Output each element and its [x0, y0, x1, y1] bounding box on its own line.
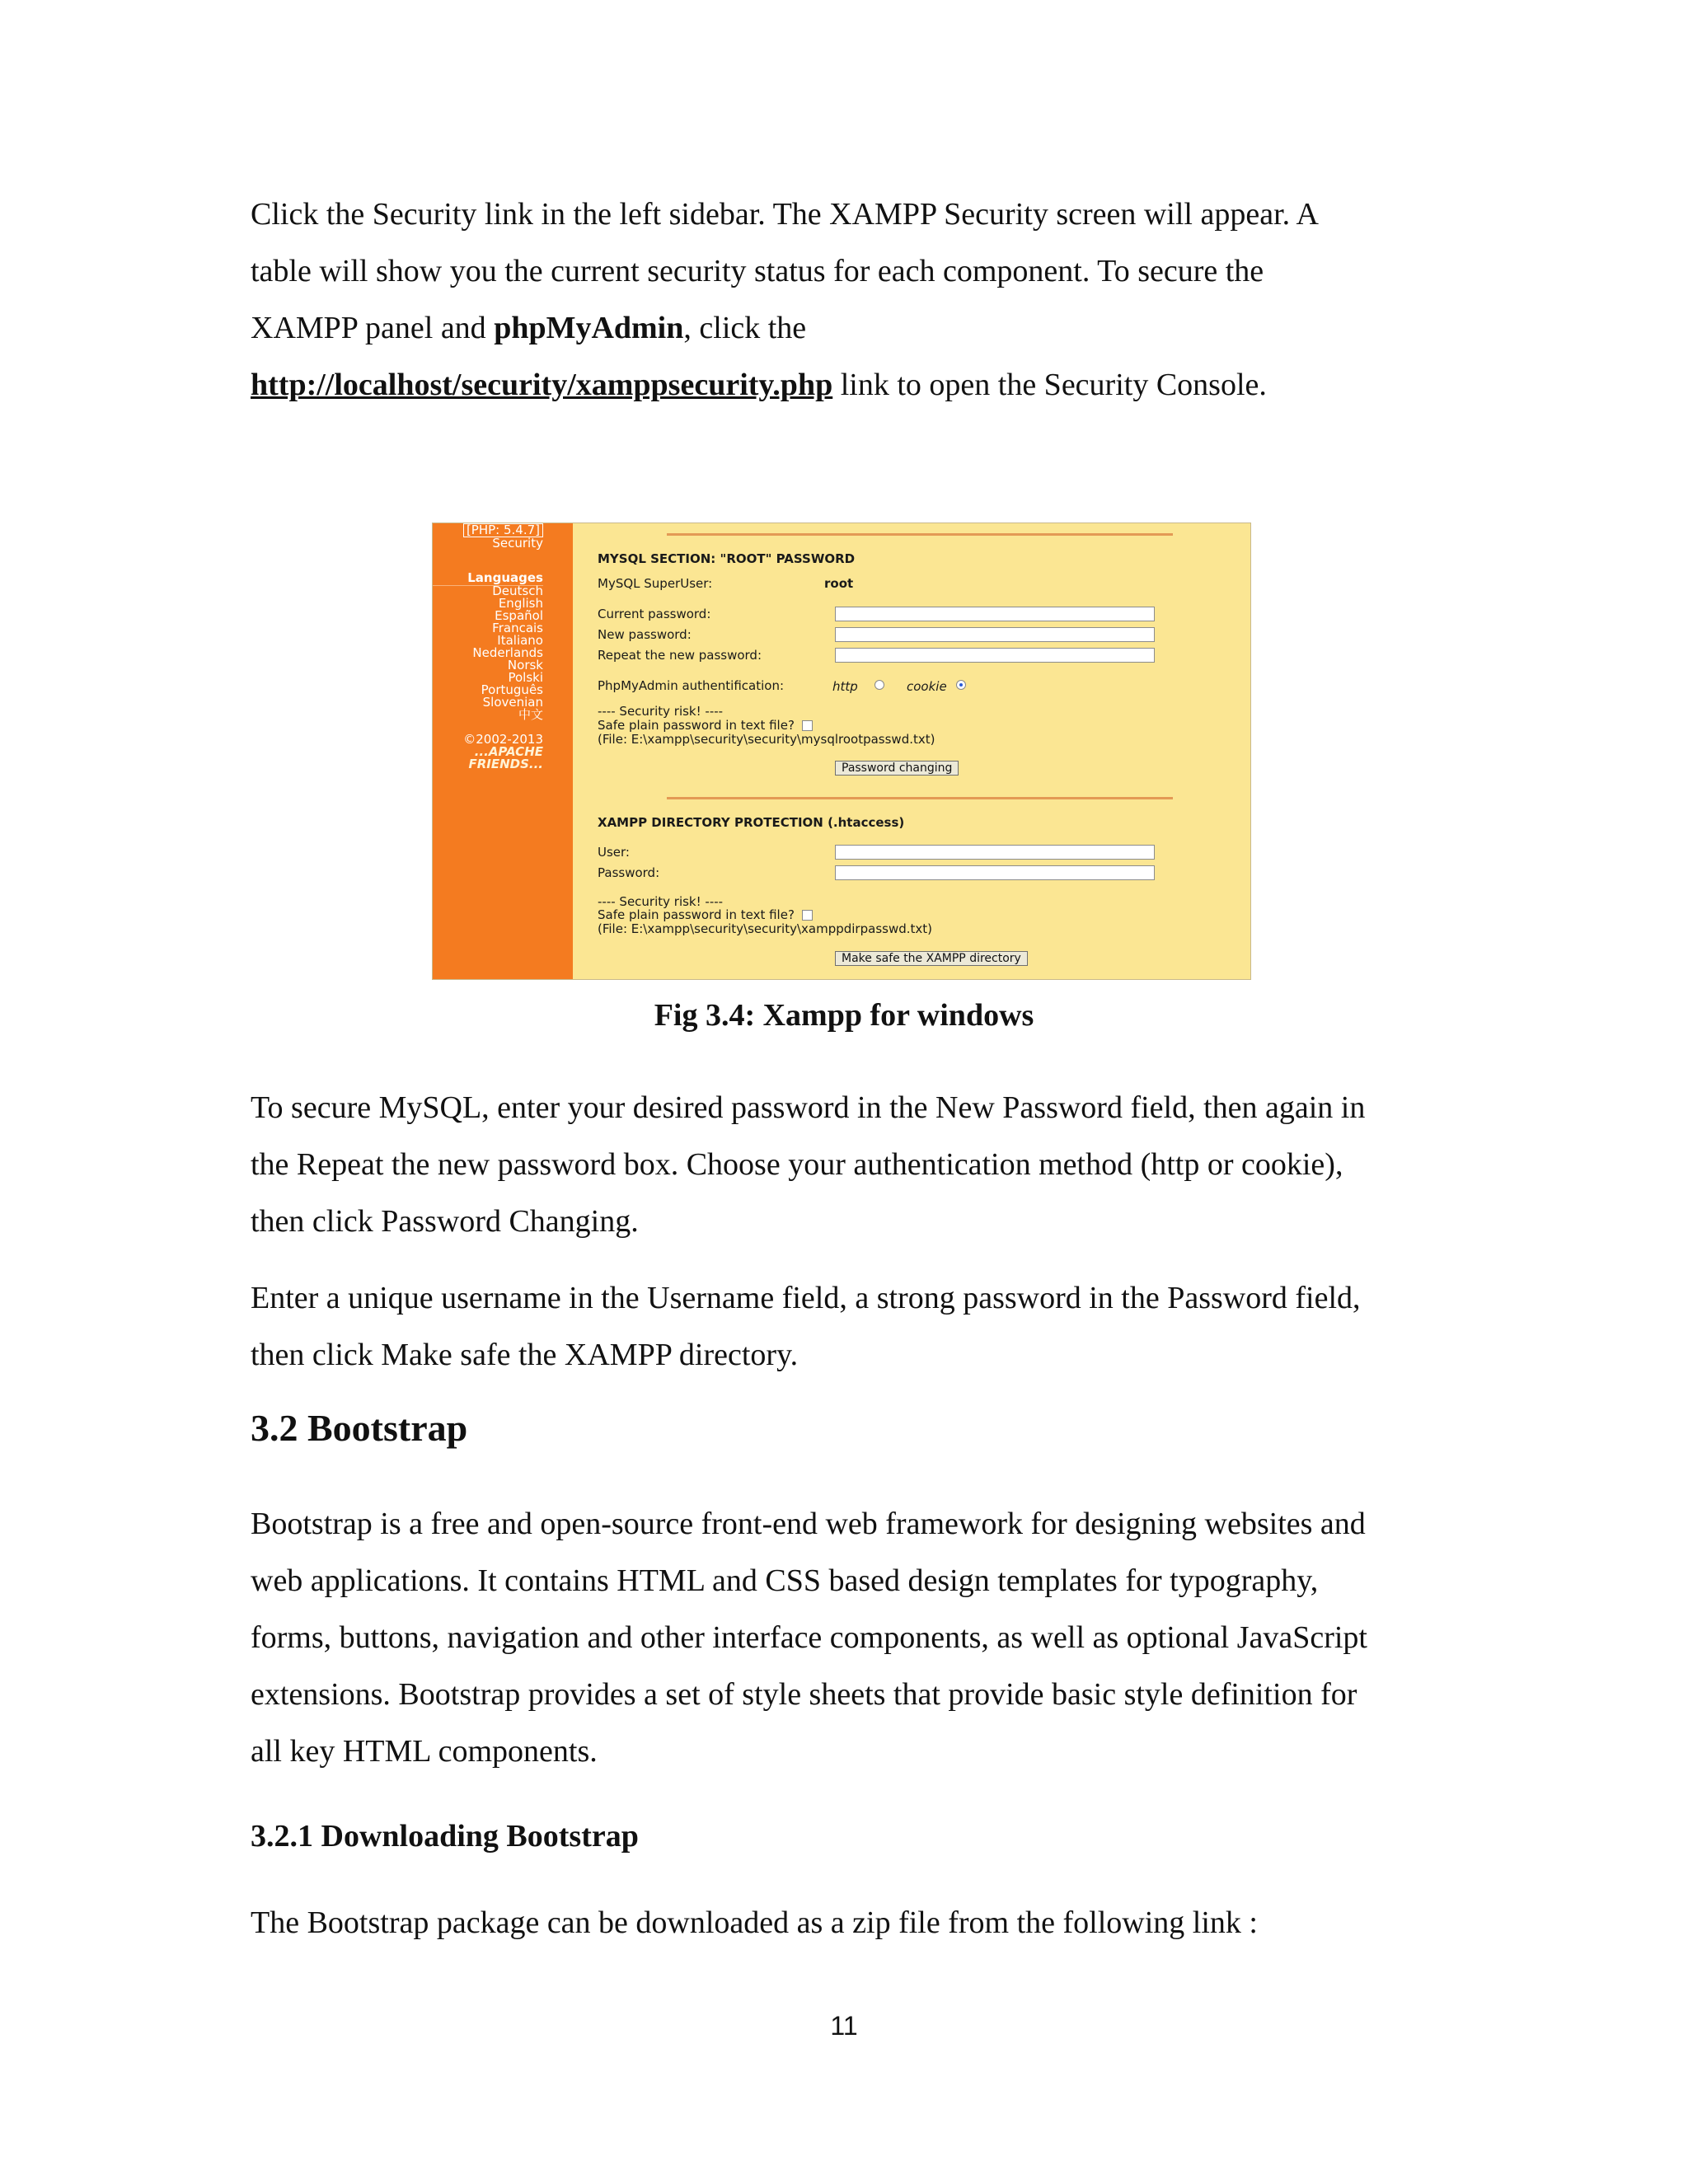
paragraph-line: Bootstrap is a free and open-source front-end web framework for designing websites and	[251, 1507, 1366, 1541]
user-label: User:	[598, 845, 630, 860]
new-password-label: New password:	[598, 627, 692, 642]
xampp-security-screenshot	[432, 523, 1251, 980]
make-safe-directory-button[interactable]: Make safe the XAMPP directory	[835, 951, 1028, 966]
security-risk-text: ---- Security risk! ----	[598, 894, 724, 909]
xampp-security-form	[573, 523, 1250, 979]
file-path-text: (File: E:\xampp\security\security\mysqlrootpasswd.txt)	[598, 732, 935, 747]
security-console-link[interactable]: http://localhost/security/xamppsecurity.php	[251, 368, 833, 402]
language-link[interactable]: Español	[495, 608, 543, 623]
paragraph-line: all key HTML components.	[251, 1734, 598, 1769]
figure-caption: Fig 3.4: Xampp for windows	[654, 998, 1034, 1033]
security-risk-text: ---- Security risk! ----	[598, 704, 724, 719]
safe-plain-checkbox[interactable]	[802, 910, 813, 921]
language-link[interactable]: Nederlands	[472, 645, 543, 660]
language-link[interactable]: Norsk	[507, 658, 543, 673]
intro-line3-prefix: XAMPP panel and	[251, 311, 495, 345]
user-input[interactable]	[835, 845, 1155, 860]
subsection-heading-downloading: 3.2.1 Downloading Bootstrap	[251, 1819, 639, 1854]
apache-friends-link[interactable]: ...APACHE	[474, 744, 543, 759]
language-link[interactable]: English	[498, 596, 543, 611]
intro-line: Click the Security link in the left sidebar. The XAMPP Security screen will appear. A	[251, 197, 1319, 232]
intro-paragraph	[251, 186, 1454, 414]
section-divider	[667, 797, 1173, 799]
new-password-input[interactable]	[835, 627, 1155, 642]
language-link[interactable]: Deutsch	[492, 583, 543, 598]
safe-plain-label: Safe plain password in text file?	[598, 907, 795, 922]
section-divider	[667, 533, 1173, 536]
mysql-section-title: MYSQL SECTION: "ROOT" PASSWORD	[598, 551, 856, 566]
bootstrap-description-paragraph	[251, 1496, 1454, 1780]
language-link[interactable]: Polski	[508, 670, 543, 685]
xampp-section-title: XAMPP DIRECTORY PROTECTION (.htaccess)	[598, 815, 905, 830]
auth-http-radio[interactable]	[874, 680, 884, 690]
current-password-input[interactable]	[835, 607, 1155, 621]
password-label: Password:	[598, 865, 660, 880]
intro-line: table will show you the current security status for each component. To secure the	[251, 254, 1264, 288]
paragraph-line: web applications. It contains HTML and CSS based design templates for typography,	[251, 1563, 1319, 1598]
intro-line	[251, 357, 1454, 414]
directory-instructions-paragraph	[251, 1270, 1454, 1384]
paragraph-line: the Repeat the new password box. Choose your authentication method (http or cookie),	[251, 1147, 1343, 1182]
language-link[interactable]: 中文	[518, 707, 543, 722]
paragraph-line: extensions. Bootstrap provides a set of style sheets that provide basic style definition for	[251, 1677, 1357, 1712]
apache-friends-link[interactable]: FRIENDS...	[468, 757, 543, 771]
xampp-sidebar	[433, 523, 573, 979]
paragraph-line: then click Password Changing.	[251, 1204, 639, 1239]
page-number: 11	[830, 2011, 858, 2041]
download-paragraph	[251, 1895, 1454, 1952]
auth-http-label: http	[832, 679, 858, 694]
copyright: ©2002-2013	[463, 732, 543, 747]
repeat-password-input[interactable]	[835, 648, 1155, 663]
paragraph-line: To secure MySQL, enter your desired password in the New Password field, then again in	[251, 1090, 1366, 1125]
intro-line	[251, 300, 1454, 357]
languages-heading: Languages	[467, 570, 543, 585]
section-heading-bootstrap: 3.2 Bootstrap	[251, 1407, 468, 1449]
password-changing-button[interactable]: Password changing	[835, 761, 959, 776]
superuser-value: root	[824, 576, 854, 591]
safe-plain-checkbox[interactable]	[802, 720, 813, 731]
paragraph-line: then click Make safe the XAMPP directory.	[251, 1338, 799, 1372]
mysql-instructions-paragraph	[251, 1080, 1454, 1250]
auth-cookie-radio[interactable]	[956, 680, 966, 690]
paragraph-line: The Bootstrap package can be downloaded as a zip file from the following link :	[251, 1905, 1258, 1940]
language-link[interactable]: Slovenian	[482, 695, 543, 710]
paragraph-line: forms, buttons, navigation and other interface components, as well as optional JavaScript	[251, 1620, 1367, 1655]
superuser-label: MySQL SuperUser:	[598, 576, 713, 591]
paragraph-line: Enter a unique username in the Username field, a strong password in the Password field,	[251, 1281, 1361, 1315]
language-link[interactable]: Italiano	[497, 633, 543, 648]
language-link[interactable]: Português	[481, 682, 543, 697]
link-suffix: link to open the Security Console.	[832, 368, 1267, 402]
language-link[interactable]: Francais	[492, 621, 543, 635]
sidebar-security-link[interactable]: Security	[492, 536, 543, 551]
php-version: [PHP: 5.4.7]	[463, 523, 543, 537]
intro-line3-suffix: , click the	[683, 311, 807, 345]
safe-plain-label: Safe plain password in text file?	[598, 718, 795, 733]
auth-cookie-label: cookie	[907, 679, 947, 694]
repeat-password-label: Repeat the new password:	[598, 648, 762, 663]
file-path-text: (File: E:\xampp\security\security\xamppdirpasswd.txt)	[598, 921, 932, 936]
auth-label: PhpMyAdmin authentification:	[598, 678, 785, 693]
current-password-label: Current password:	[598, 607, 711, 621]
phpmyadmin-bold: phpMyAdmin	[494, 311, 684, 345]
password-input[interactable]	[835, 865, 1155, 880]
